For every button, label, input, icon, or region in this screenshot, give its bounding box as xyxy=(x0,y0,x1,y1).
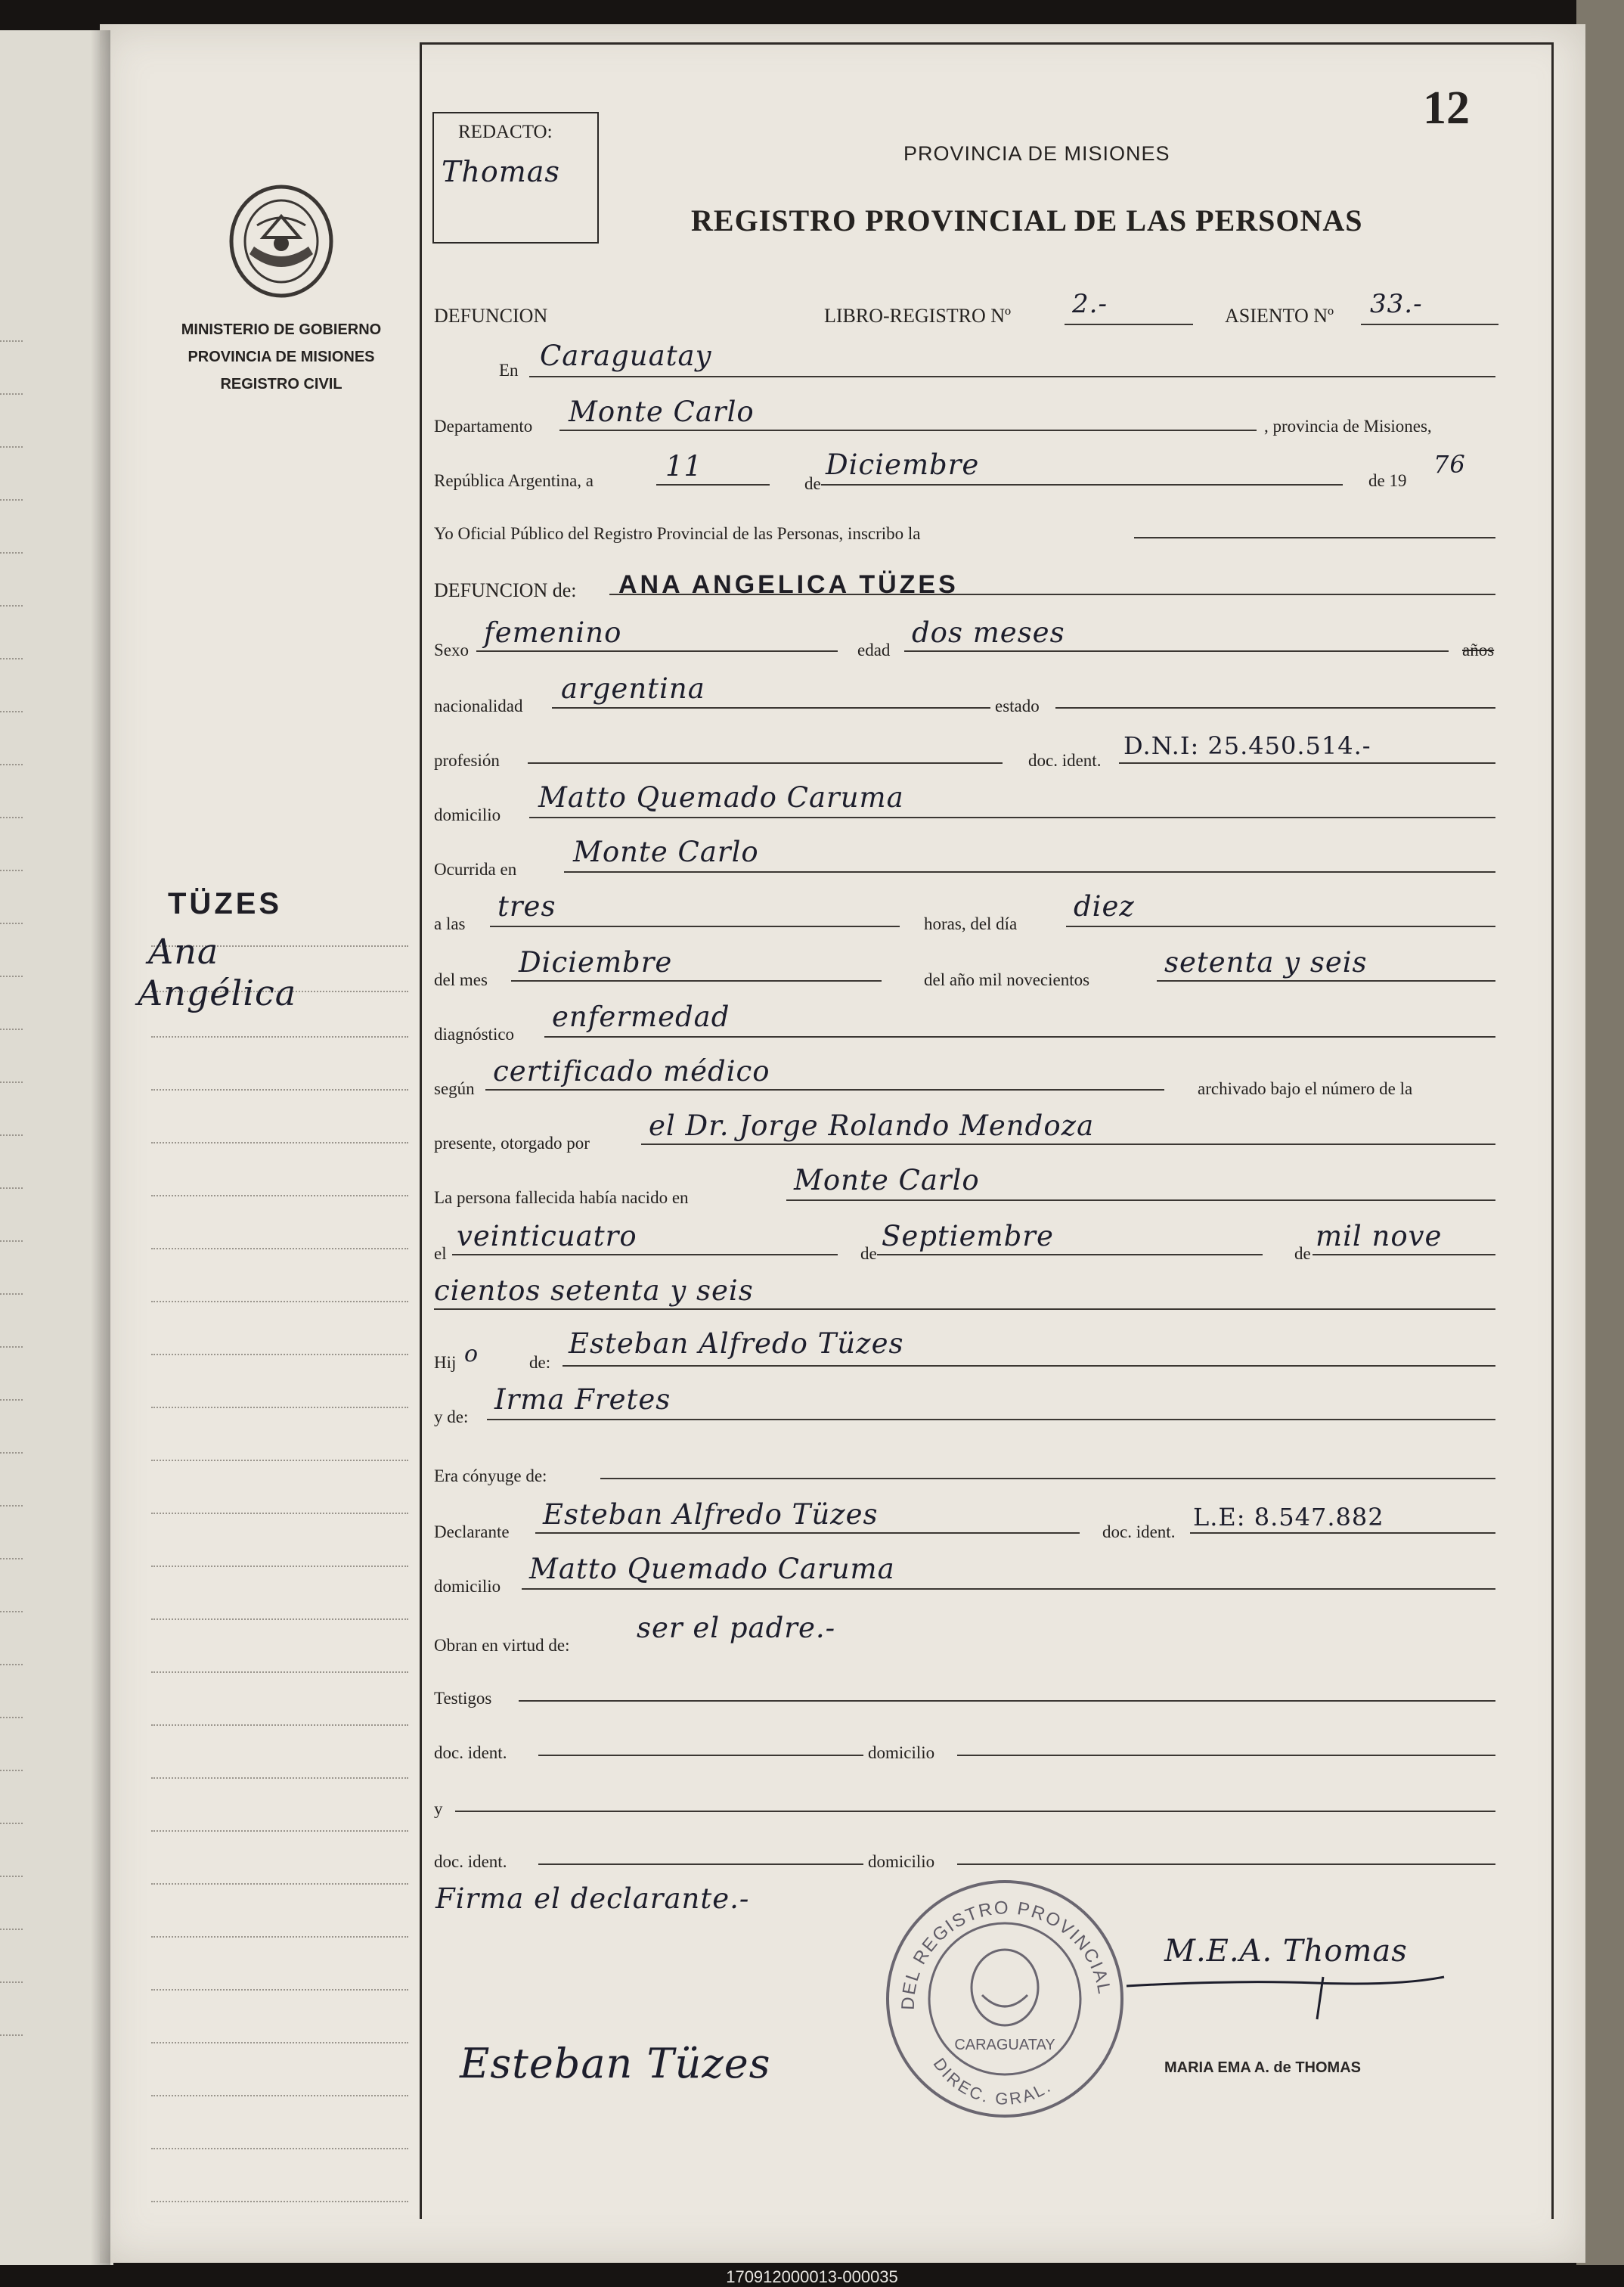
page-gutter-shadow xyxy=(91,30,110,2276)
official-signature-flourish xyxy=(1119,1966,1452,2027)
profesion-label: profesión xyxy=(434,751,500,770)
en-value: Caraguatay xyxy=(540,340,712,372)
segun-label: según xyxy=(434,1079,475,1098)
madre-value: Irma Fretes xyxy=(494,1383,671,1416)
sexo-label: Sexo xyxy=(434,641,469,659)
defuncion-de-label: DEFUNCION de: xyxy=(434,579,577,601)
y-de-label: y de: xyxy=(434,1407,469,1426)
month-value: Diciembre xyxy=(826,448,980,481)
declarante-value: Esteban Alfredo Tüzes xyxy=(543,1498,879,1531)
obran-label: Obran en virtud de: xyxy=(434,1636,570,1655)
official-signature: M.E.A. Thomas xyxy=(1164,1934,1408,1969)
edad-value: dos meses xyxy=(912,616,1065,649)
presente-label: presente, otorgado por xyxy=(434,1134,590,1153)
margin-note-given-2: Angélica xyxy=(138,973,297,1013)
firma-note: Firma el declarante.- xyxy=(435,1882,750,1915)
anos-label: años xyxy=(1462,641,1495,659)
declarante-doc-value: L.E: 8.547.882 xyxy=(1193,1503,1384,1531)
diagnostico-value: enfermedad xyxy=(552,1001,730,1033)
estado-label: estado xyxy=(995,697,1040,715)
hij-label: Hij xyxy=(434,1353,457,1372)
hij-suffix: o xyxy=(464,1341,479,1367)
ministry-line-3: REGISTRO CIVIL xyxy=(220,376,342,393)
libro-label: LIBRO-REGISTRO Nº xyxy=(824,305,1012,327)
form-right-border xyxy=(1551,42,1554,2219)
redacto-label: REDACTO: xyxy=(458,122,553,142)
defuncion-de-value: ANA ANGELICA TÜZES xyxy=(618,570,959,599)
doc-ident-label: doc. ident. xyxy=(1028,751,1102,770)
nac-de2-label: de xyxy=(1294,1244,1311,1263)
ocurrida-label: Ocurrida en xyxy=(434,860,517,879)
nac-anio-value: mil nove xyxy=(1316,1220,1443,1252)
archivado-label: archivado bajo el número de la xyxy=(1198,1079,1413,1098)
declarante-domicilio-label: domicilio xyxy=(434,1577,501,1596)
nac-anio-value-2: cientos setenta y seis xyxy=(434,1274,754,1307)
year-label: de 19 xyxy=(1368,471,1407,490)
margin-note-given-1: Ana xyxy=(148,931,219,972)
en-label: En xyxy=(499,361,519,380)
margin-note-surname: TÜZES xyxy=(168,887,283,920)
del-mes-label: del mes xyxy=(434,970,488,989)
ministry-seal xyxy=(224,182,339,301)
testigo-2-domicilio-label: domicilio xyxy=(868,1852,935,1871)
declarante-label: Declarante xyxy=(434,1522,510,1541)
official-name: MARIA EMA A. de THOMAS xyxy=(1164,2059,1361,2076)
padre-value: Esteban Alfredo Tüzes xyxy=(569,1327,904,1360)
defuncion-title: DEFUNCION xyxy=(434,305,548,327)
segun-value: certificado médico xyxy=(493,1055,770,1088)
stamp-lower-text: DIREC. GRAL. xyxy=(929,2054,1055,2109)
obran-value: ser el padre.- xyxy=(637,1612,836,1644)
testigos-label: Testigos xyxy=(434,1689,492,1708)
ministry-line-2: PROVINCIA DE MISIONES xyxy=(188,349,375,365)
libro-value: 2.- xyxy=(1072,289,1108,319)
departamento-label: Departamento xyxy=(434,417,533,436)
registry-heading: REGISTRO PROVINCIAL DE LAS PERSONAS xyxy=(691,203,1363,237)
testigo-1-doc-label: doc. ident. xyxy=(434,1743,507,1762)
ocurrida-value: Monte Carlo xyxy=(573,836,759,868)
stamp-inner-text: CARAGUATAY xyxy=(954,2037,1055,2053)
asiento-label: ASIENTO Nº xyxy=(1225,305,1334,327)
nac-dia-value: veinticuatro xyxy=(457,1220,637,1252)
yo-oficial-text: Yo Oficial Público del Registro Provincial de las Personas, inscribo la xyxy=(434,524,921,543)
asiento-value: 33.- xyxy=(1370,289,1423,319)
nacido-label: La persona fallecida había nacido en xyxy=(434,1188,689,1207)
el-label: el xyxy=(434,1244,447,1263)
declarante-domicilio-value: Matto Quemado Caruma xyxy=(529,1553,895,1585)
testigo-1-domicilio-label: domicilio xyxy=(868,1743,935,1762)
nacionalidad-label: nacionalidad xyxy=(434,697,523,715)
domicilio-label: domicilio xyxy=(434,805,501,824)
testigo-2-doc-label: doc. ident. xyxy=(434,1852,507,1871)
republica-label: República Argentina, a xyxy=(434,471,594,490)
a-las-label: a las xyxy=(434,914,466,933)
form-left-border xyxy=(420,42,422,2219)
date-de-label: de xyxy=(804,474,821,493)
mes-value: Diciembre xyxy=(519,946,673,979)
conyuge-label: Era cónyuge de: xyxy=(434,1466,547,1485)
anio-label: del año mil novecientos xyxy=(924,970,1090,989)
a-las-value: tres xyxy=(497,890,556,923)
horas-label: horas, del día xyxy=(924,914,1018,933)
ministry-line-1: MINISTERIO DE GOBIERNO xyxy=(181,321,382,338)
redacto-value: Thomas xyxy=(442,155,560,188)
form-top-border xyxy=(420,42,1554,45)
dia-value: diez xyxy=(1074,890,1135,923)
presente-value: el Dr. Jorge Rolando Mendoza xyxy=(649,1109,1095,1142)
nac-de-label: de xyxy=(860,1244,877,1263)
footer-code: 170912000013-000035 xyxy=(726,2267,898,2286)
diagnostico-label: diagnóstico xyxy=(434,1025,515,1044)
y-label: y xyxy=(434,1799,443,1818)
hij-de-label: de: xyxy=(529,1353,551,1372)
edad-label: edad xyxy=(857,641,891,659)
nacionalidad-value: argentina xyxy=(561,672,705,705)
anio-value: setenta y seis xyxy=(1164,946,1368,979)
nacido-value: Monte Carlo xyxy=(794,1164,980,1196)
official-stamp xyxy=(880,1874,1130,2124)
province-heading: PROVINCIA DE MISIONES xyxy=(903,142,1170,165)
departamento-suffix: , provincia de Misiones, xyxy=(1264,417,1432,436)
year-value: 76 xyxy=(1433,450,1466,479)
doc-ident-value: D.N.I: 25.450.514.- xyxy=(1123,731,1371,760)
page-number: 12 xyxy=(1423,82,1470,134)
declarant-signature: Esteban Tüzes xyxy=(460,2040,771,2087)
stamp-outer-text: DEL REGISTRO PROVINCIAL xyxy=(897,1898,1115,2011)
nac-mes-value: Septiembre xyxy=(882,1220,1054,1252)
declarante-doc-label: doc. ident. xyxy=(1102,1522,1176,1541)
departamento-value: Monte Carlo xyxy=(569,396,755,428)
domicilio-value: Matto Quemado Caruma xyxy=(538,781,904,814)
sexo-value: femenino xyxy=(484,616,622,649)
day-value: 11 xyxy=(665,450,703,483)
